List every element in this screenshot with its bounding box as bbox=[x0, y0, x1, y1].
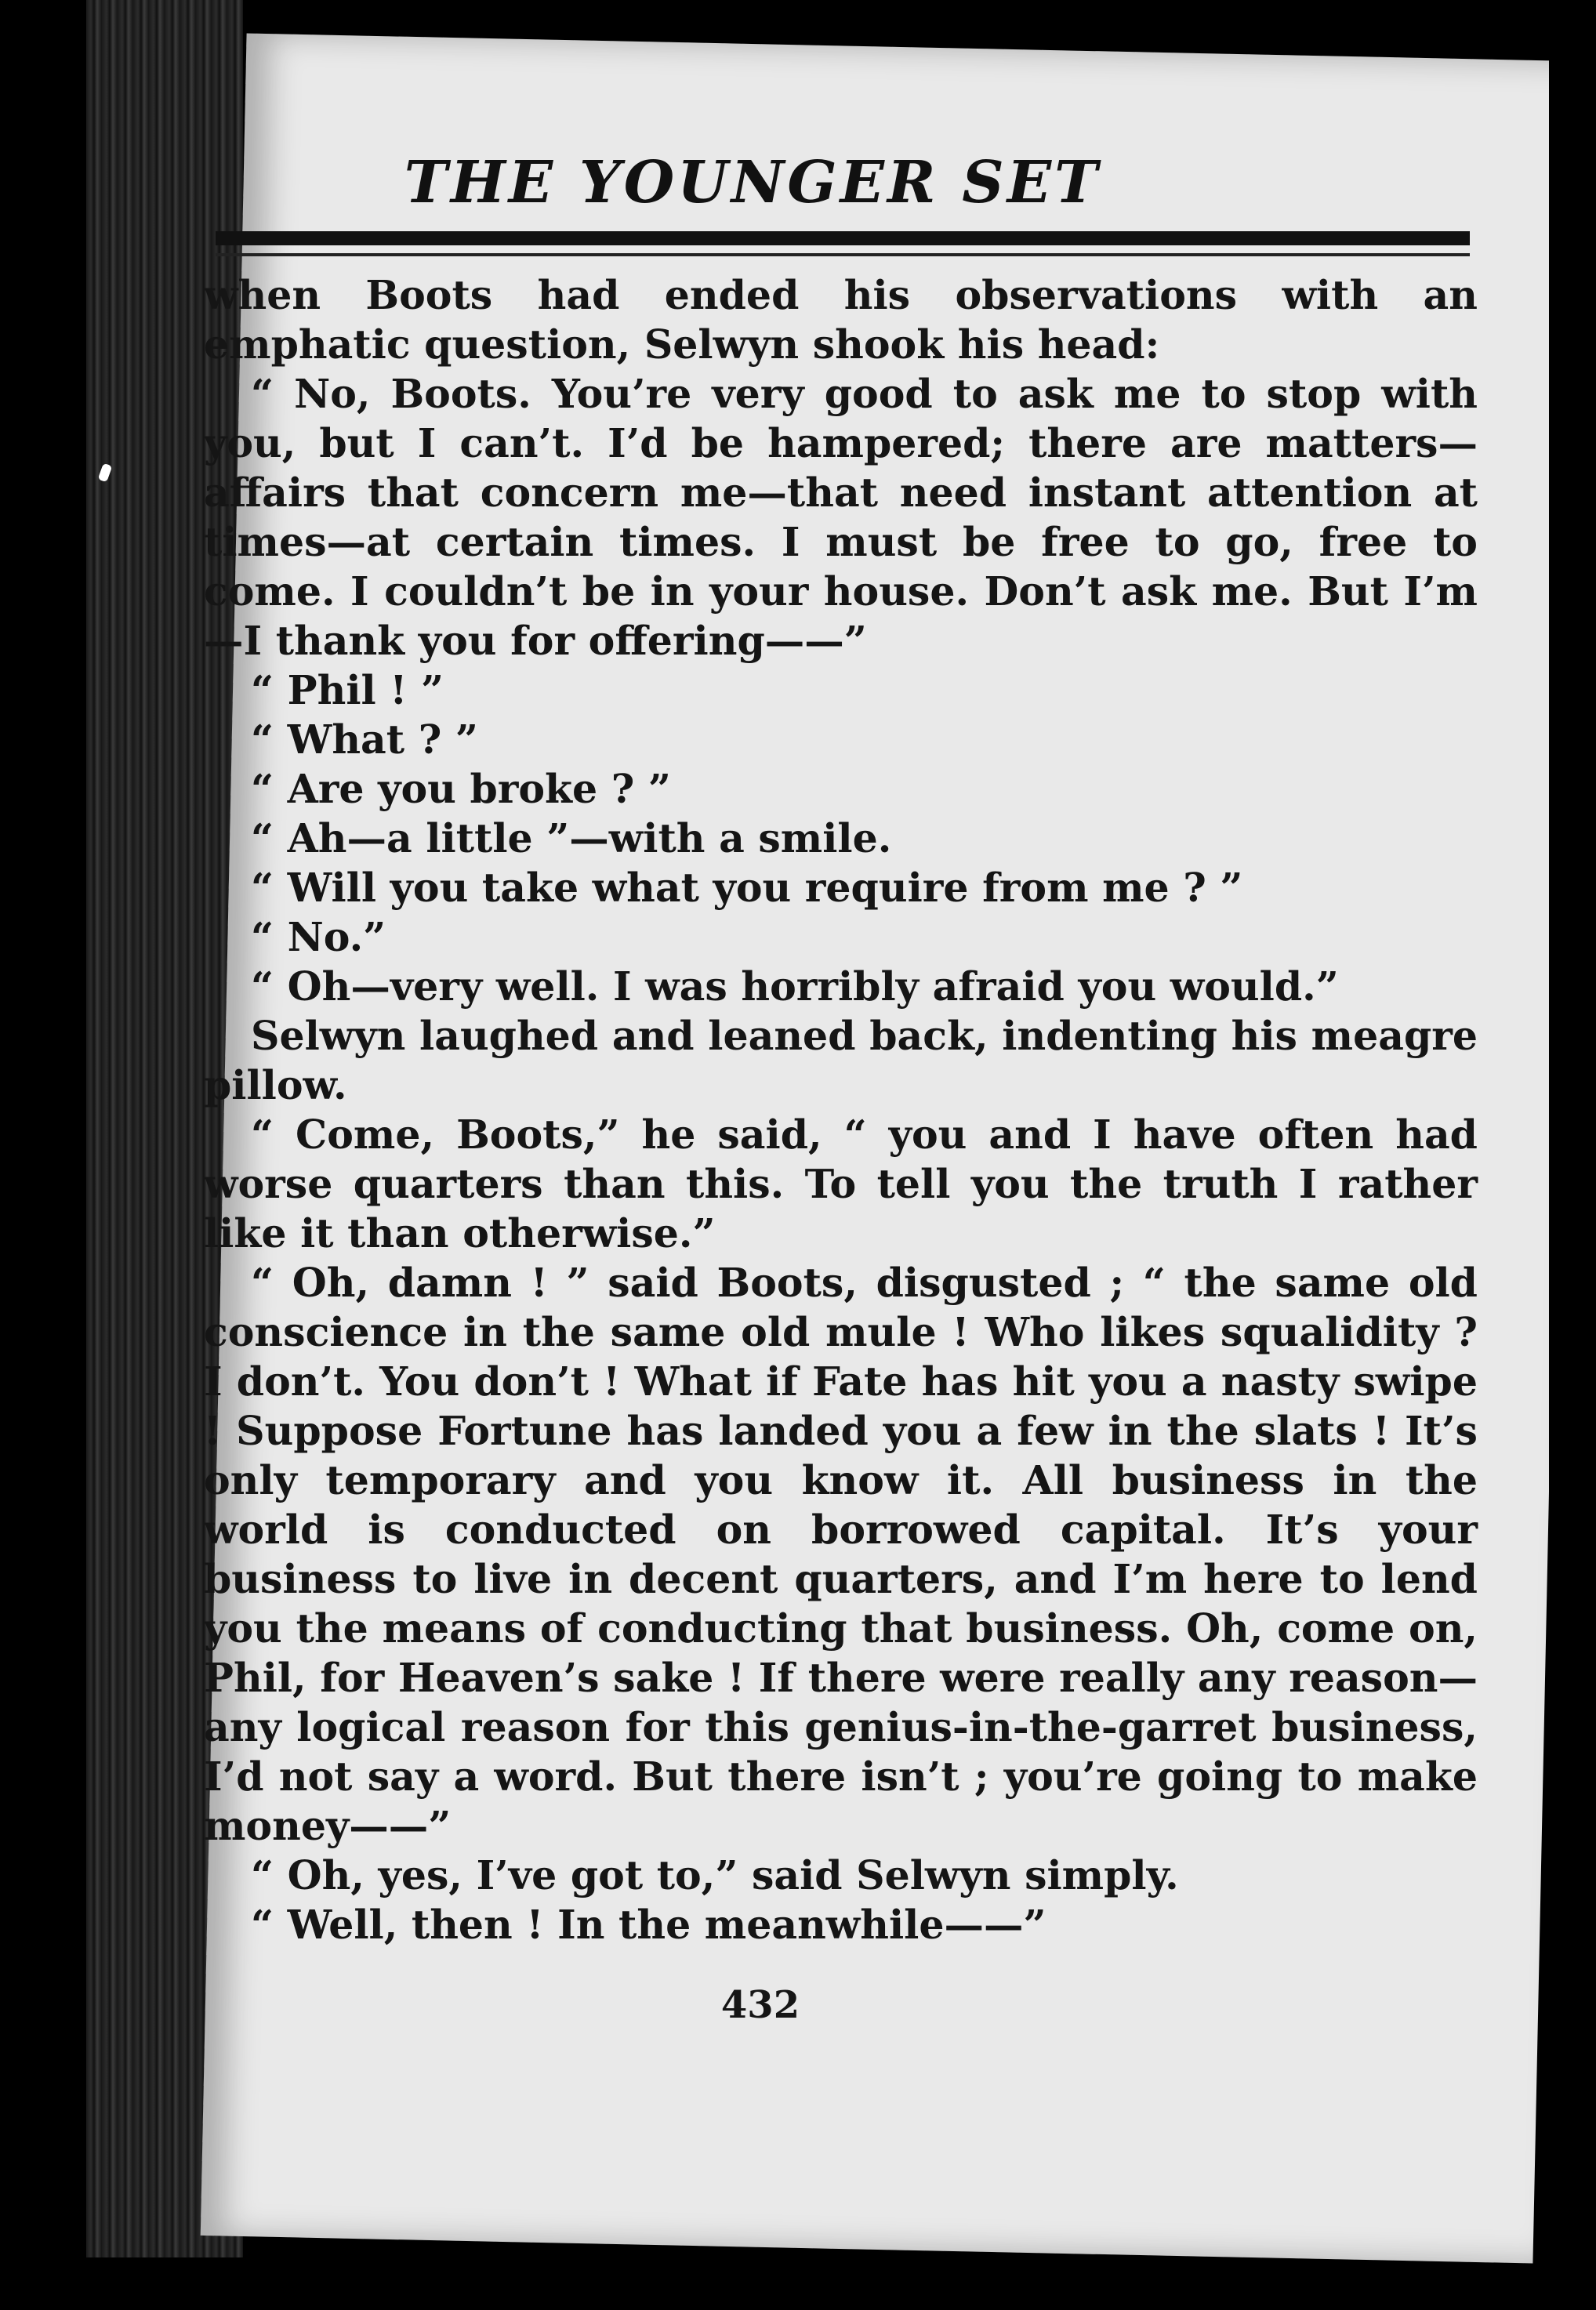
paragraph: Selwyn laughed and leaned back, indenting his meagre pillow. bbox=[204, 1013, 1478, 1108]
paragraph: “ Oh, yes, I’ve got to,” said Selwyn simply. bbox=[251, 1852, 1179, 1898]
body-text bbox=[204, 270, 1478, 1949]
paragraph: “ Oh, damn ! ” said Boots, disgusted ; “ the same old conscience in the same old mule ! Who likes squalidity ? I don’t. You don’t ! What if Fate has hit you a nasty swipe ! Suppose Fortune has landed you a few in the slats ! It’s only temporary and you know it. All business in the world is conducted on borrowed capital. It’s your business to live in decent quarters, and I’m here to lend you the means of conducting that business. Oh, come on, Phil, for Heaven’s sake ! If there were really any reason—any logical reason for this genius-in-the-garret business, I’d not say a word. But there isn’t ; you’re going to make money——” bbox=[204, 1260, 1478, 1849]
header-rule-thick bbox=[216, 231, 1470, 245]
paragraph: when Boots had ended his observations with an emphatic question, Selwyn shook his head: bbox=[204, 272, 1478, 368]
paragraph: “ No.” bbox=[251, 914, 386, 960]
paragraph: “ Are you broke ? ” bbox=[251, 766, 671, 812]
paragraph: “ Come, Boots,” he said, “ you and I have often had worse quarters than this. To tell you the truth I rather like it than otherwise.” bbox=[204, 1111, 1478, 1257]
paragraph: “ No, Boots. You’re very good to ask me to stop with you, but I can’t. I’d be hampered; there are matters—affairs that concern me—that need instant attention at times—at certain times. I must be free to go, free to come. I couldn’t be in your house. Don’t ask me. But I’m—I thank you for offering——” bbox=[204, 371, 1478, 664]
paragraph: “ Ah—a little ”—with a smile. bbox=[251, 815, 892, 861]
page-number: 432 bbox=[720, 1983, 800, 2027]
scan-border bbox=[1549, 0, 1596, 2310]
paragraph: “ Phil ! ” bbox=[251, 667, 444, 713]
header-rule-thin bbox=[216, 253, 1470, 256]
paragraph: “ Oh—very well. I was horribly afraid you would.” bbox=[251, 963, 1339, 1010]
running-title: THE YOUNGER SET bbox=[404, 149, 1101, 216]
paragraph: “ Well, then ! In the meanwhile——” bbox=[251, 1902, 1046, 1948]
paragraph: “ What ? ” bbox=[251, 716, 478, 763]
paragraph: “ Will you take what you require from me ? ” bbox=[251, 865, 1243, 911]
